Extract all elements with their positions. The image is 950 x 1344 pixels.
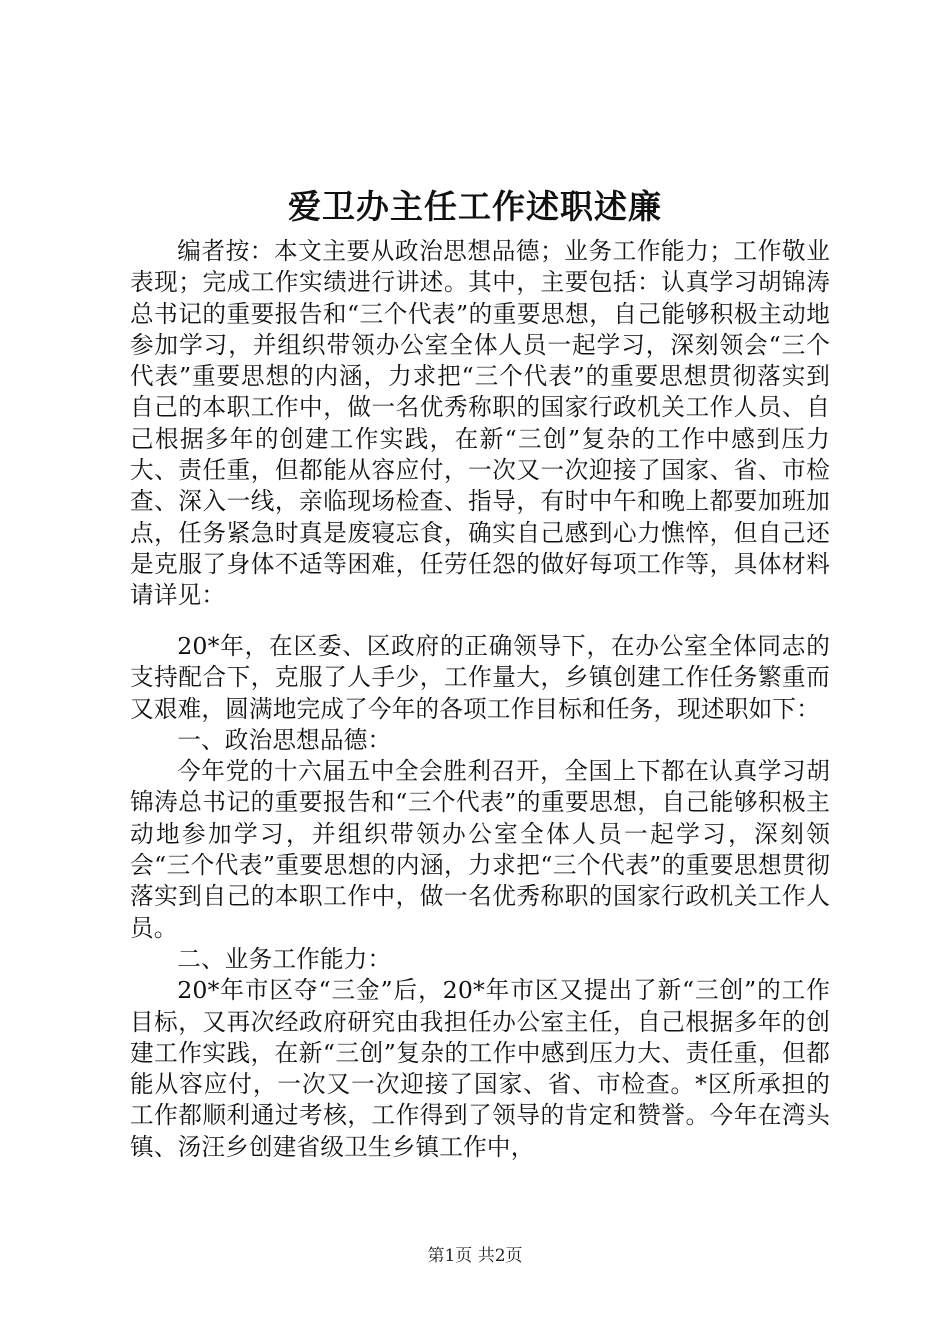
business-paragraph: 20*年市区夺“三金”后，20*年市区又提出了新“三创”的工作目标，又再次经政府研究由我担任办公室主任，自己根据多年的创建工作实践，在新“三创”复杂的工作中感到压力大、责任重，但都能从容应付，一次又一次迎接了国家、省、市检查。*区所承担的工作都顺利通过考核，工作得到了领导的肯定和赞誉。今年在湾头镇、汤汪乡创建省级卫生乡镇工作中， [130,976,830,1161]
editor-note-paragraph: 编者按：本文主要从政治思想品德；业务工作能力；工作敬业表现；完成工作实绩进行讲述。其中，主要包括：认真学习胡锦涛总书记的重要报告和“三个代表”的重要思想，自己能够积极主动地参加学习，并组织带领办公室全体人员一起学习，深刻领会“三个代表”重要思想的内涵，力求把“三个代表”的重要思想贯彻落实到自己的本职工作中，做一名优秀称职的国家行政机关工作人员、自己根据多年的创建工作实践，在新“三创”复杂的工作中感到压力大、责任重，但都能从容应付，一次又一次迎接了国家、省、市检查、深入一线，亲临现场检查、指导，有时中午和晚上都要加班加点，任务紧急时真是废寝忘食，确实自己感到心力憔悴，但自己还是克服了身体不适等困难，任劳任怨的做好每项工作等，具体材料请详见： [130,237,830,610]
document-body [130,631,830,1163]
editor-note [130,236,830,612]
page-footer: 第1页 共2页 [427,1246,523,1266]
intro-paragraph: 20*年，在区委、区政府的正确领导下，在办公室全体同志的支持配合下，克服了人手少，工作量大，乡镇创建工作任务繁重而又艰难，圆满地完成了今年的各项工作目标和任务，现述职如下： [130,632,830,723]
section-heading-business: 二、业务工作能力： [177,944,392,973]
document-title: 爱卫办主任工作述职述廉 [288,187,662,226]
section-heading-political: 一、政治思想品德： [177,725,392,754]
political-paragraph: 今年党的十六届五中全会胜利召开，全国上下都在认真学习胡锦涛总书记的重要报告和“三个代表”的重要思想，自己能够积极主动地参加学习，并组织带领办公室全体人员一起学习，深刻领会“三个代表”重要思想的内涵，力求把“三个代表”的重要思想贯彻落实到自己的本职工作中，做一名优秀称职的国家行政机关工作人员。 [130,757,830,942]
